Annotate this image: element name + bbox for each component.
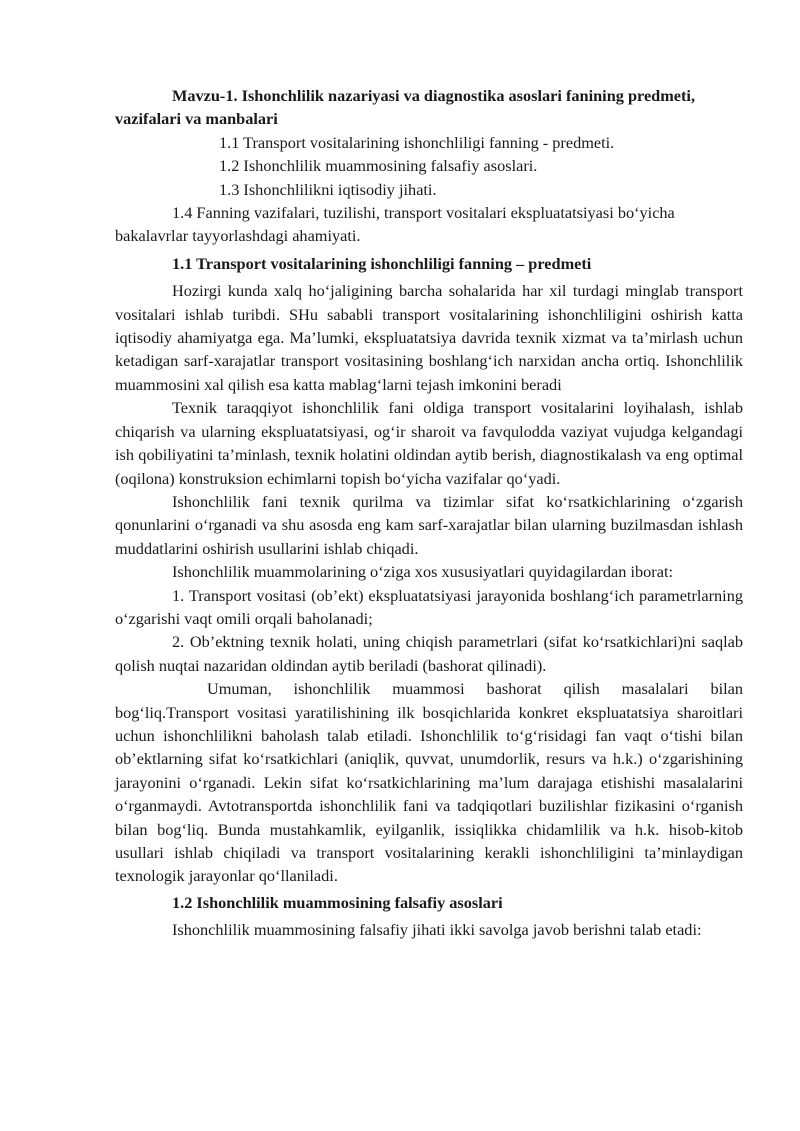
toc-item: 1.4 Fanning vazifalari, tuzilishi, transport vositalari ekspluatatsiyasi bo‘yicha bakalavrlar tayyorlashdagi ahamiyati.	[115, 203, 675, 246]
body-paragraph: Texnik taraqqiyot ishonchlilik fani oldiga transport vositalarini loyihalash, ishlab chiqarish va ularning ekspluatatsiyasi, og‘ir sharoit va favqulodda vaziyat vujudga kelgandagi ish qobiliyatini ta’minlash, texnik holatini oldindan aytib berish, diagnostikalash va eng optimal (oqilona) konstruksion echimlarni topish bo‘yicha vazifalar qo‘yadi.	[115, 398, 743, 488]
body-paragraph: Hozirgi kunda xalq ho‘jaligining barcha sohalarida har xil turdagi minglab transport vositalari ishlab turibdi. SHu sababli transport vositalarining ishonchliligini oshirish katta iqtisodiy ahamiyatga ega. Ma’lumki, ekspluatatsiya davrida texnik xizmat va ta’mirlash uchun ketadigan sarf-xarajatlar transport vositasining boshlang‘ich narxidan ancha ortiq. Ishonchlilik muammosini xal qilish esa katta mablag‘larni tejash imkonini beradi	[115, 281, 743, 394]
page-title: Mavzu-1. Ishonchlilik nazariyasi va diagnostika asoslari fanining predmeti, vazifalari va manbalari	[115, 86, 696, 129]
section-heading: 1.2 Ishonchlilik muammosining falsafiy asoslari	[172, 892, 503, 912]
toc-item: 1.2 Ishonchlilik muammosining falsafiy asoslari.	[219, 156, 538, 176]
table-of-contents	[115, 131, 743, 248]
body-paragraph: Ishonchlilik fani texnik qurilma va tizimlar sifat ko‘rsatkichlarining o‘zgarish qonunlarini o‘rganadi va shu asosda eng kam sarf-xarajatlar bilan ularning buzilmasdan ishlash muddatlarini oshirish usullarini ishlab chiqadi.	[115, 491, 743, 558]
body-paragraph: Umuman, ishonchlilik muammosi bashorat qilish masalalari bilan bog‘liq.Transport vositasi yaratilishining ilk bosqichlarida konkret ekspluatatsiya sharoitlari uchun ishonchlilikni baholash talab etiladi. Ishonchlilik to‘g‘risidagi fan vaqt o‘tishi bilan ob’ektlarning sifat ko‘rsatkichlari (aniqlik, quvvat, unumdorlik, resurs va h.k.) o‘zgarishining jarayonini o‘rganadi. Lekin sifat ko‘rsatkichlarining ma’lum darajaga etishishi masalalarini o‘rganmaydi. Avtotransportda ishonchlilik fani va tadqiqotlari buzilishlar fizikasini o‘rganish bilan bog‘liq. Bunda mustahkamlik, eyilganlik, issiqlikka chidamlilik va h.k. hisob-kitob usullari ishlab chiqiladi va transport vositalarining kerakli ishonchliligini ta’minlaydigan texnologik jarayonlar qo‘llaniladi.	[115, 679, 743, 886]
body-paragraph: Ishonchlilik muammolarining o‘ziga xos xususiyatlari quyidagilardan iborat:	[172, 562, 673, 582]
toc-item: 1.3 Ishonchlilikni iqtisodiy jihati.	[219, 179, 437, 199]
list-item: 2. Ob’ektning texnik holati, uning chiqish parametrlari (sifat ko‘rsatkichlari)ni saqlab qolish nuqtai nazaridan oldindan aytib beriladi (bashorat qilinadi).	[115, 632, 743, 675]
toc-item: 1.1 Transport vositalarining ishonchliligi fanning - predmeti.	[219, 132, 615, 152]
list-item: 1. Transport vositasi (ob’ekt) ekspluatatsiyasi jarayonida boshlang‘ich parametrlarning o‘zgarishi vaqt omili orqali baholanadi;	[115, 585, 743, 628]
body-paragraph: Ishonchlilik muammosining falsafiy jihati ikki savolga javob berishni talab etadi:	[172, 920, 702, 940]
section-heading: 1.1 Transport vositalarining ishonchliligi fanning – predmeti	[172, 253, 592, 273]
